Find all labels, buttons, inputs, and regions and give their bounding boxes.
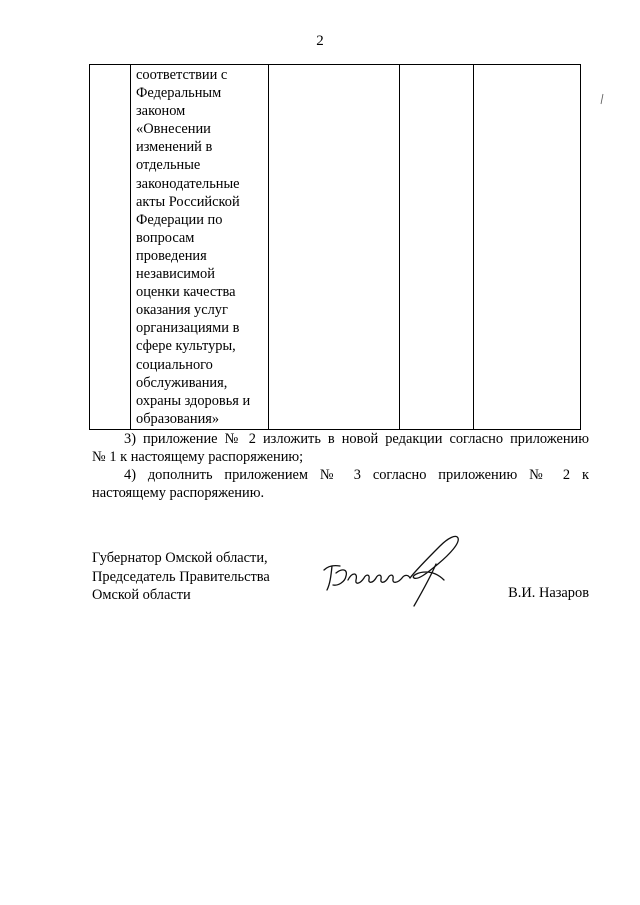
- cell-line: сфере культуры,: [136, 338, 236, 355]
- table-cell-empty: [269, 65, 400, 430]
- cell-line: изменений в: [136, 139, 213, 156]
- cell-line: Федерации по: [136, 211, 223, 228]
- cell-line: независимой: [136, 266, 215, 283]
- signatory-title-line: Омской области: [92, 587, 191, 603]
- table-row: [90, 65, 581, 430]
- continuation-table: [89, 64, 581, 430]
- table-cell-empty: [474, 65, 581, 430]
- cell-line: вопросам: [136, 229, 195, 246]
- cell-text: [131, 65, 268, 429]
- cell-line: законом: [136, 103, 186, 120]
- cell-line: законодательные: [136, 175, 240, 192]
- item-3-paragraph: [92, 430, 589, 466]
- cell-line: соответствии с: [136, 67, 228, 83]
- signer-name: В.И. Назаров: [508, 585, 589, 601]
- handwritten-signature: [318, 528, 468, 608]
- page-number: 2: [316, 33, 324, 49]
- table-cell-description: [131, 65, 269, 430]
- cell-line: проведения: [136, 247, 207, 264]
- paragraph-line: № 1 к настоящему распоряжению;: [92, 449, 304, 465]
- table-cell-number: [90, 65, 131, 430]
- cell-line: «Овнесении: [136, 121, 211, 138]
- item-4-paragraph: [92, 466, 589, 502]
- cell-line: акты Российской: [136, 193, 240, 210]
- cell-line: оценки качества: [136, 284, 236, 301]
- table-cell-empty: [400, 65, 474, 430]
- signatory-title-line: Председатель Правительства: [92, 568, 270, 585]
- scan-mark: [599, 93, 605, 105]
- paragraph-line: 3) приложение № 2 изложить в новой редакции согласно приложению: [124, 431, 589, 447]
- cell-line: организациями в: [136, 320, 240, 337]
- cell-line: социального: [136, 356, 213, 373]
- signatory-title-line: Губернатор Омской области,: [92, 550, 268, 566]
- cell-line: Федеральным: [136, 85, 222, 102]
- paragraph-line: настоящему распоряжению.: [92, 485, 265, 501]
- paragraph-line: 4) дополнить приложением № 3 согласно приложению № 2 к: [124, 467, 589, 483]
- cell-line: отдельные: [136, 157, 201, 174]
- cell-line: образования»: [136, 410, 220, 427]
- signatory-title: [92, 549, 270, 605]
- cell-line: охраны здоровья и: [136, 392, 251, 409]
- cell-line: оказания услуг: [136, 302, 228, 319]
- cell-line: обслуживания,: [136, 374, 228, 391]
